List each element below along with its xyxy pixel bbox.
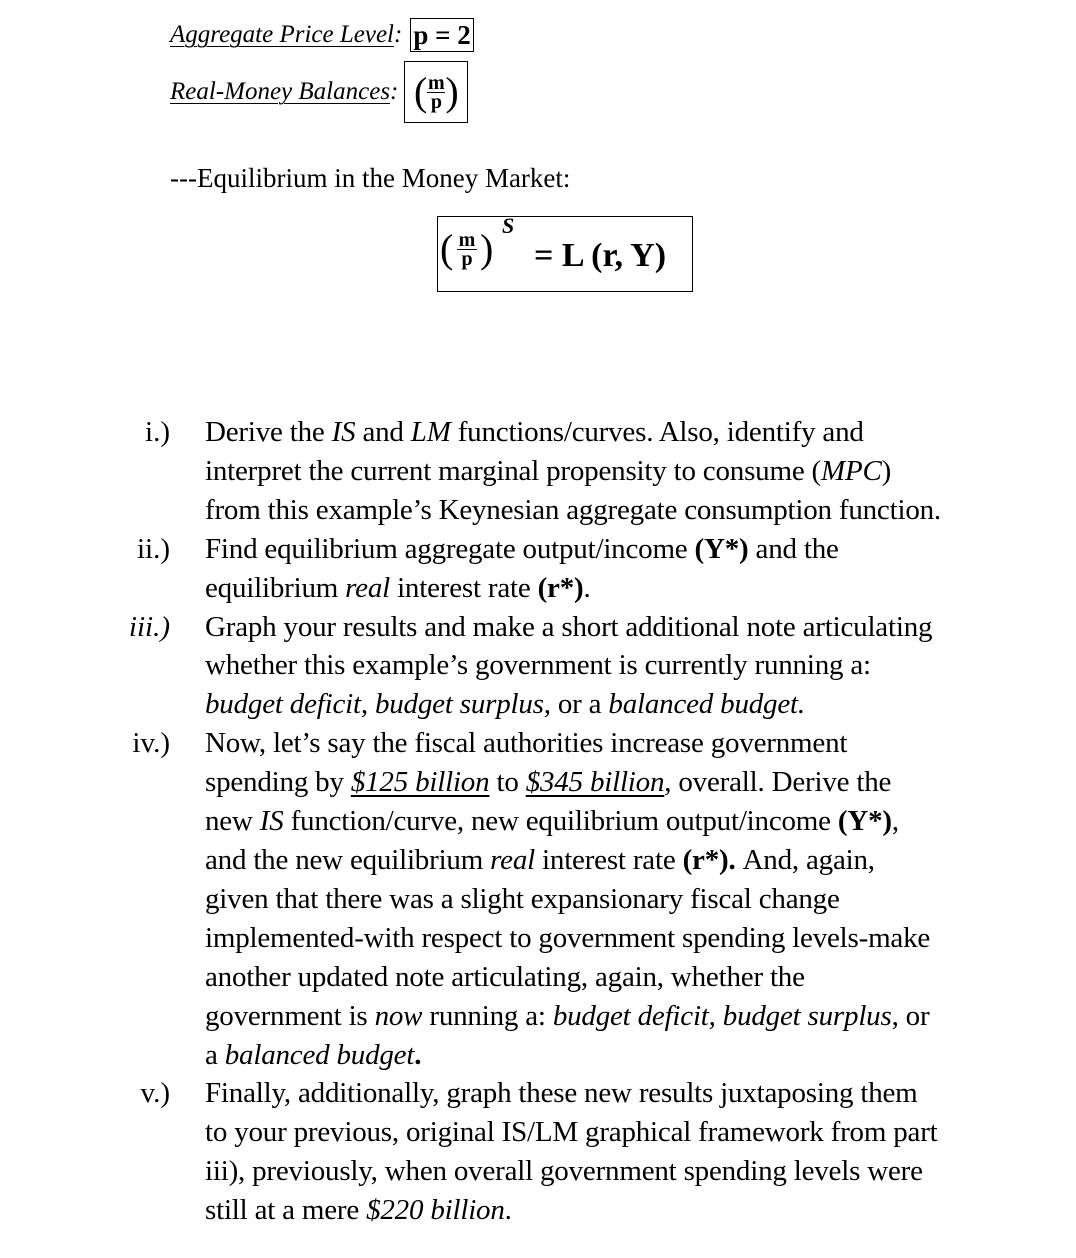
text-run: and [355,416,411,448]
text-run: . [583,571,591,604]
liquidity-function: = L (r, Y) [534,237,667,274]
colon: : [390,78,399,105]
question-item [0,1074,1076,1230]
question-number-label: v.) [140,1077,170,1110]
question-number-label: ii.) [136,532,170,565]
question-item [0,413,1076,530]
text-run: and the [748,532,839,565]
question-number-label: iv.) [132,727,170,760]
question-text [205,530,1065,608]
text-run: . [504,1194,512,1227]
text-run: whether this example’s government is currently running a: [205,649,871,682]
text-line [205,1036,1065,1075]
text-run: Find equilibrium aggregate output/income [205,532,695,565]
text-run: balanced budget [224,1038,415,1071]
question-item [0,608,1076,725]
text-run: LM [410,416,451,448]
text-run: And, again, [742,843,875,876]
left-paren: ( [440,226,454,271]
text-run: and the new equilibrium [205,843,491,876]
text-run: to your previous, original IS/LM graphical framework from part [205,1116,938,1149]
text-line [205,452,1065,491]
text-run: IS [331,416,356,448]
m-over-p-fraction [457,231,477,268]
text-run: iii), previously, when overall government spending levels were [205,1155,923,1188]
question-number [0,530,170,569]
text-run: still at a mere [205,1194,367,1227]
price-level-value: p = 2 [410,18,473,52]
price-level-label: Aggregate Price Level [170,21,394,48]
text-run: Finally, additionally, graph these new results juxtaposing them [205,1077,918,1110]
text-run: (Y*) [837,805,892,838]
fraction-denominator: p [461,248,473,270]
text-line [205,1191,1065,1230]
text-run: $125 billion [350,766,490,799]
text-run: to [489,766,526,799]
text-run: (r*). [682,843,743,876]
text-run: , overall. Derive the [664,766,892,799]
text-line [205,1113,1065,1152]
text-run: given that there was a slight expansionary fiscal change [205,882,840,915]
text-line [205,763,1065,802]
text-line [205,919,1065,958]
text-line [205,841,1065,880]
real-money-row [170,59,468,125]
question-number-label: i.) [145,416,170,448]
real-money-label: Real-Money Balances [170,78,391,105]
text-run: Now, let’s say the fiscal authorities increase government [205,727,848,760]
question-text [205,608,1065,725]
text-run: government is [205,999,375,1032]
question-list [0,413,1076,1230]
text-line [205,802,1065,841]
question-text [205,413,1065,530]
text-run: Derive the [205,416,332,448]
m-over-p-fraction [427,71,445,113]
text-run: real [345,571,391,604]
text-run: ) [881,454,892,487]
equilibrium-heading: ---Equilibrium in the Money Market: [170,163,571,193]
text-run: . [414,1038,422,1071]
text-run: balanced budget. [608,688,805,721]
text-run: $345 billion [525,766,665,799]
fraction-denominator: p [430,90,442,113]
text-run: a [205,1038,225,1071]
question-number [0,724,170,763]
text-run: another updated note articulating, again, whether the [205,960,805,993]
text-line [205,646,1065,685]
right-paren: ) [445,69,459,114]
question-number [0,1074,170,1113]
text-run: IS [259,805,284,838]
fraction-numerator: m [458,229,476,251]
question-number-label: iii.) [128,610,170,643]
text-line [205,569,1065,608]
text-run: function/curve, new equilibrium output/income [283,805,838,838]
text-run: spending by [205,766,351,799]
text-line [205,1074,1065,1113]
text-line [205,413,1065,452]
text-line [205,491,1065,530]
text-run: budget deficit, budget surplus [552,999,892,1032]
question-item [0,724,1076,1074]
real-money-formula [404,61,468,123]
text-run: new [205,805,260,838]
text-run: real [490,843,535,876]
question-number [0,413,170,452]
text-line [205,880,1065,919]
text-line [205,608,1065,647]
question-number [0,608,170,647]
text-line [205,958,1065,997]
money-market-equation [437,213,693,292]
text-run: equilibrium [205,571,346,604]
left-paren: ( [414,69,428,114]
fraction-numerator: m [428,71,445,94]
question-text [205,1074,1065,1230]
text-line [205,997,1065,1036]
question-text [205,724,1065,1074]
question-item [0,530,1076,608]
text-line [205,530,1065,569]
text-run: $220 billion [366,1194,505,1227]
text-run: now [374,999,423,1032]
supply-superscript: S [502,213,515,238]
text-run: interest rate [534,843,683,876]
text-run: interest rate [390,571,538,604]
text-run: (Y*) [694,532,749,565]
colon: : [394,21,403,48]
right-paren: ) [480,226,494,271]
text-line [205,685,1065,724]
text-run: Graph your results and make a short additional note articulating [205,610,933,643]
text-run: interpret the current marginal propensity to consume ( [205,454,821,487]
text-line [205,1152,1065,1191]
text-run: functions/curves. Also, identify and [450,416,864,448]
text-run: , [891,805,899,838]
text-line [205,724,1065,763]
text-run: (r*) [537,571,584,604]
price-level-row [170,17,474,53]
text-run: implemented-with respect to government spending levels-make [205,921,931,954]
text-run: budget deficit, budget surplus, [205,688,551,721]
text-run: or a [550,688,609,721]
text-run: running a: [422,999,553,1032]
text-run: from this example’s Keynesian aggregate consumption function. [205,493,941,526]
text-run: , or [891,999,930,1032]
text-run: MPC [821,454,882,487]
